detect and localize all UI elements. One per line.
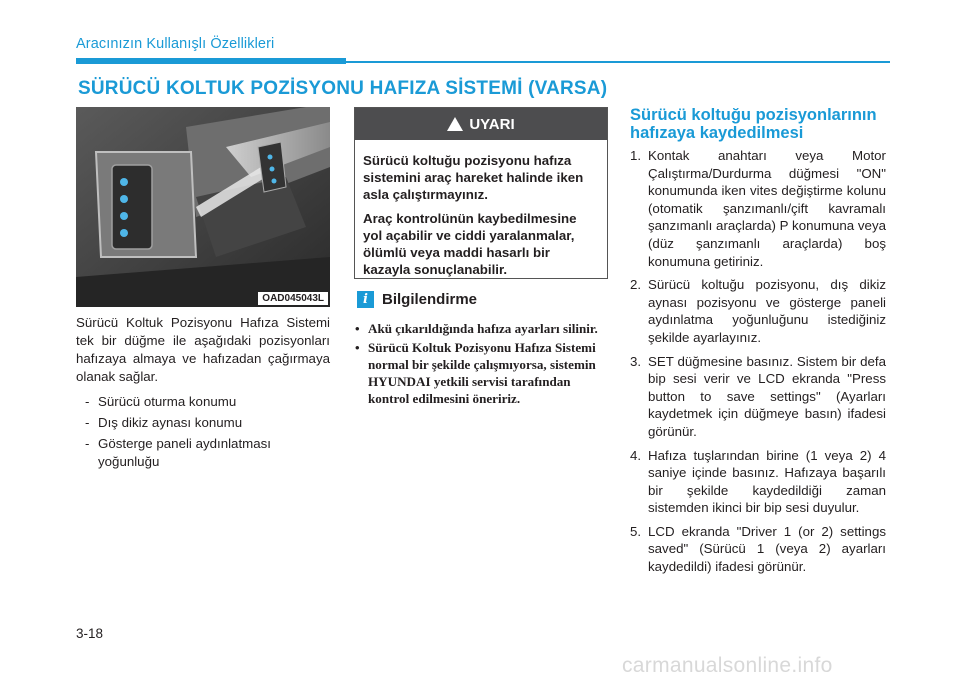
- warning-title: UYARI: [469, 115, 515, 133]
- step-item: 5. LCD ekranda "Driver 1 (or 2) settings saved" (Sürücü 1 (veya 2) ayarları kaydedildi) ifadesi görünür.: [630, 523, 886, 575]
- step-item: 2. Sürücü koltuğu pozisyonu, dış dikiz aynası pozisyonu ve gösterge paneli aydınlatma yoğunluğunu istediğiniz şekilde ayarlayınız.: [630, 277, 886, 345]
- page-number: 3-18: [76, 626, 104, 641]
- warning-body: [355, 140, 607, 278]
- list-item: • Akü çıkarıldığında hafıza ayarları silinir.: [355, 321, 598, 336]
- header-bar: [76, 58, 346, 64]
- photo-code: OAD045043L: [258, 292, 328, 305]
- step-item: 1. Kontak anahtarı veya Motor Çalıştırma/Durdurma düğmesi "ON" konumunda iken vites değiştirme kolunu (otomatik şanzımanlı/çift kavramalı şanzımanlı araçlarda) P konumuna veya (düz şanzımanlı araçlarda) boş konumuna getiriniz.: [630, 148, 886, 269]
- warning-box: [354, 107, 608, 279]
- warning-paragraph: Araç kontrolünün kaybedilmesine yol açabilir ve ciddi yaralanmalar, ölümlü veya maddi hasarlı bir kazayla sonuçlanabilir.: [363, 211, 577, 277]
- info-header: [357, 291, 477, 308]
- door-panel-illustration: [76, 107, 330, 307]
- list-item: - Gösterge paneli aydınlatması yoğunluğu: [85, 436, 271, 469]
- warning-header: [355, 108, 607, 140]
- info-title: Bilgilendirme: [382, 291, 478, 308]
- subsection-title: Sürücü koltuğu pozisyonlarının hafızaya kaydedilmesi: [630, 106, 877, 142]
- info-icon: i: [357, 291, 374, 308]
- list-item: • Sürücü Koltuk Pozisyonu Hafıza Sistemi normal bir şekilde çalışmıyorsa, sistemin HYUNDAI yetkili servisi tarafından kontrol edilmesini öneririz.: [355, 340, 596, 406]
- list-item: - Sürücü oturma konumu: [85, 394, 237, 409]
- intro-column: [76, 314, 330, 474]
- door-panel-photo: [76, 107, 330, 307]
- step-item: 4. Hafıza tuşlarından birine (1 veya 2) 4 saniye içinde basınız. Hafızaya başarılı bir şekilde kaydedildiği zaman sistemden ikinci bir bip sesi duyulur.: [630, 447, 886, 516]
- info-list: [355, 320, 609, 409]
- header-title: Aracınızın Kullanışlı Özellikleri: [76, 36, 275, 52]
- step-item: 3. SET düğmesine basınız. Sistem bir defa bip sesi verir ve LCD ekranda "Press button to save settings" (Ayarları kaydetmek için düğmeye basın) ifadesi görünür.: [630, 353, 886, 439]
- warning-icon: [447, 117, 463, 131]
- intro-paragraph: Sürücü Koltuk Pozisyonu Hafıza Sistemi tek bir düğme ile aşağıdaki pozisyonları hafızaya almaya ve hafızadan çağırmaya olanak sağlar.: [76, 315, 330, 384]
- header-rule: [346, 61, 890, 63]
- watermark: carmanualsonline.info: [622, 654, 833, 677]
- feature-list: [76, 393, 330, 471]
- list-item: - Dış dikiz aynası konumu: [85, 415, 243, 430]
- steps-list: [630, 147, 886, 582]
- section-title: SÜRÜCÜ KOLTUK POZİSYONU HAFIZA SİSTEMİ (VARSA): [78, 78, 608, 99]
- warning-paragraph: Sürücü koltuğu pozisyonu hafıza sistemini araç hareket halinde iken asla çalıştırmayınız.: [363, 153, 584, 202]
